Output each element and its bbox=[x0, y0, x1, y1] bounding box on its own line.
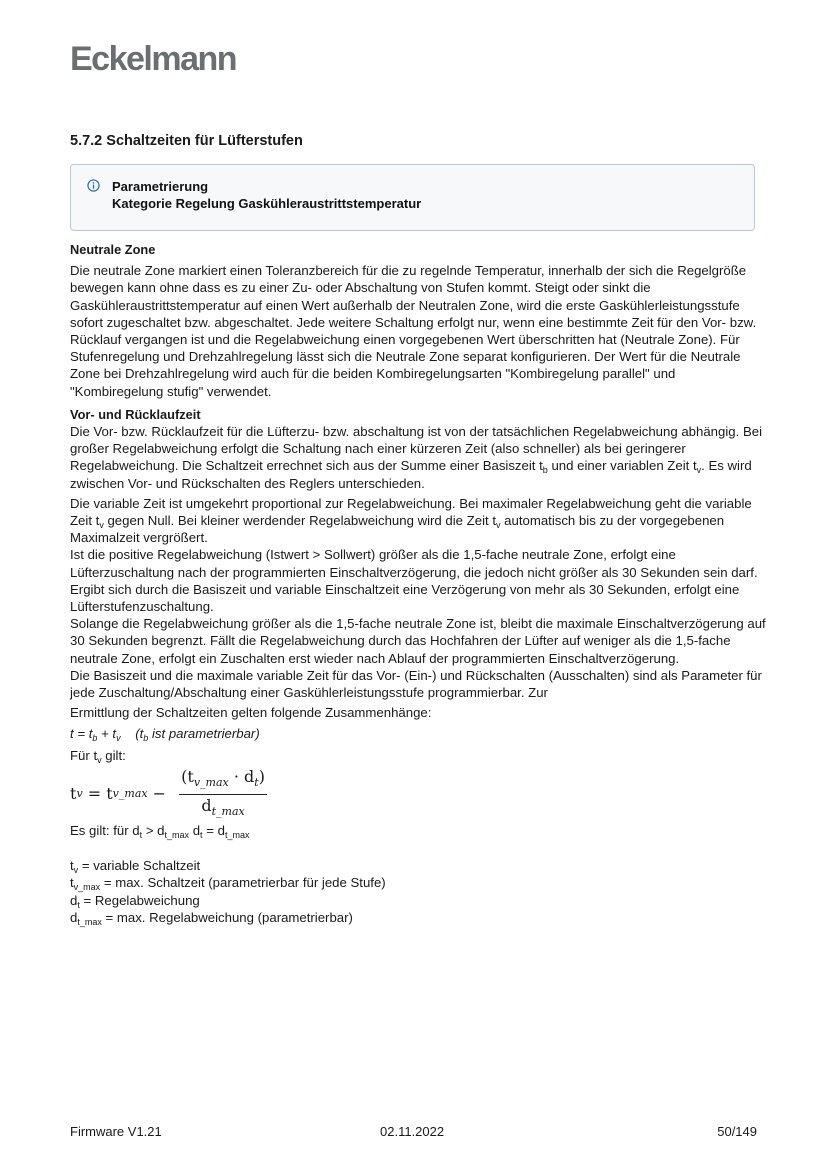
info-circle-icon bbox=[87, 179, 100, 192]
paragraph-runtime-1: Die Vor- bzw. Rücklaufzeit für die Lüfterzu- bzw. abschaltung ist von der tatsächlichen Regelabweichung abhängig. Bei großer Regelabweichung erfolgt die Schaltung nach einer kürzeren Zeit (also schneller) als bei geringerer Regelabweichung. Die Schaltzeit errechnet sich aus der Summe einer Basiszeit $t_b$ und einer variablen Zeit $t_v$. Es wird zwischen Vor- und Rückschalten des Reglers unterschieden. bbox=[70, 424, 763, 491]
definitions-list bbox=[70, 857, 770, 926]
definition-item: $t_v$ = variable Schaltzeit bbox=[70, 858, 201, 876]
section-title: 5.7.2 Schaltzeiten für Lüfterstufen bbox=[70, 133, 303, 149]
note-text bbox=[112, 178, 421, 212]
note-line-1: Parametrierung bbox=[112, 179, 209, 194]
paragraph-neutral-zone: Die neutrale Zone markiert einen Toleranzbereich für die zu regelnde Temperatur, innerhalb der sich die Regelgröße bewegen kann ohne dass es zu einer Zu- oder Abschaltung von Stufen kommt. Steigt oder sinkt die Gaskühleraustrittstemperatur auf einen Wert außerhalb der Neutralen Zone, wird die erste Gaskühlerleistungsstufe sofort zugeschaltet bzw. abgeschaltet. Jede weitere Schaltung erfolgt nur, wenn eine bestimmte Zeit für den Vor- bzw. Rücklauf vergangen ist und die Regelabweichung einen vorgegebenen Wert überschritten hat (Neutrale Zone). Für Stufenregelung und Drehzahlregelung lässt sich die Neutrale Zone separat konfigurieren. Der Wert für die Neutrale Zone bei Drehzahlregelung wird auch für die beiden Kombiregelungsarten "Kombiregelung parallel" und "Kombiregelung stufig" verwendet. bbox=[70, 263, 757, 399]
paragraph-runtime-4: Solange die Regelabweichung größer als die 1,5-fache neutrale Zone ist, bleibt die maximale Einschaltverzögerung auf 30 Sekunden begrenzt. Fällt die Regelabweichung durch das Hochfahren der Lüfter auf weniger als die 1,5-fache neutrale Zone, erfolgt ein Zuschalten erst wieder nach Ablauf der programmierten Einschaltverzögerung. bbox=[70, 616, 766, 666]
formula-tv: t v = t v_max − $\frac{(t_{v\_max} \cdot d_t)}{d_{t\_max}}$ bbox=[70, 770, 770, 818]
parameter-note-box bbox=[70, 164, 755, 231]
formula-condition: Es gilt: für $d_t > d_{t\_max}$ $d_t = d_{t\_max}$ bbox=[70, 822, 250, 840]
paragraph-runtime-6: Ermittlung der Schaltzeiten gelten folgende Zusammenhänge: bbox=[70, 705, 432, 721]
formula-fraction: $\frac{(t_{v\_max} \cdot d_t)}{d_{t\_max}}$ bbox=[181, 766, 265, 818]
paragraph-runtime-2: Die variable Zeit ist umgekehrt proportional zur Regelabweichung. Bei maximaler Regelabweichung geht die variable Zeit $t_v$ gegen Null. Bei kleiner werdender Regelabweichung wird die Zeit $t_v$ automatisch bis zu der vorgegebenen Maximalzeit vergrößert. bbox=[70, 495, 752, 546]
footer-page-number: 50/149 bbox=[717, 1124, 757, 1139]
footer-date: 02.11.2022 bbox=[380, 1124, 445, 1139]
heading-neutral-zone: Neutrale Zone bbox=[70, 242, 156, 257]
definition-item: $d_{t\_max} = \max$. Regelabweichung (parametrierbar) bbox=[70, 909, 353, 927]
main-content bbox=[70, 241, 770, 926]
company-logo: Eckelmann bbox=[70, 40, 237, 78]
footer-firmware: Firmware V1.21 bbox=[70, 1124, 162, 1139]
formula-sum: $t = t_b + t_v$ ($t_b$ ist parametrierbar) bbox=[70, 726, 260, 744]
definition-item: $t_{v\_max} = \max$. Schaltzeit (parametrierbar für jede Stufe) bbox=[70, 875, 386, 893]
heading-runtime: Vor- und Rücklaufzeit bbox=[70, 406, 201, 422]
note-line-2: Kategorie Regelung Gaskühleraustrittstemperatur bbox=[112, 196, 422, 211]
paragraph-runtime-5: Die Basiszeit und die maximale variable Zeit für das Vor- (Ein-) und Rückschalten (Ausschalten) sind als Parameter für jede Zuschaltung/Abschaltung einer Gaskühlerleistungsstufe programmierbar. Zur bbox=[70, 667, 762, 701]
definition-item: $d_t$ = Regelabweichung bbox=[70, 892, 200, 910]
paragraph-runtime-3: Ist die positive Regelabweichung (Istwert > Sollwert) größer als die 1,5-fache neutrale Zone, erfolgt eine Lüfterzuschaltung nach der programmierten Einschaltverzögerung, die jedoch nicht größer als 30 Sekunden sein darf. Ergibt sich durch die Basiszeit und variable Einschaltzeit eine Verzögerung von mehr als 30 Sekunden, erfolgt eine Lüfterstufenzuschaltung. bbox=[70, 547, 758, 615]
formula-intro: Für $t_v$ gilt: bbox=[70, 747, 126, 765]
